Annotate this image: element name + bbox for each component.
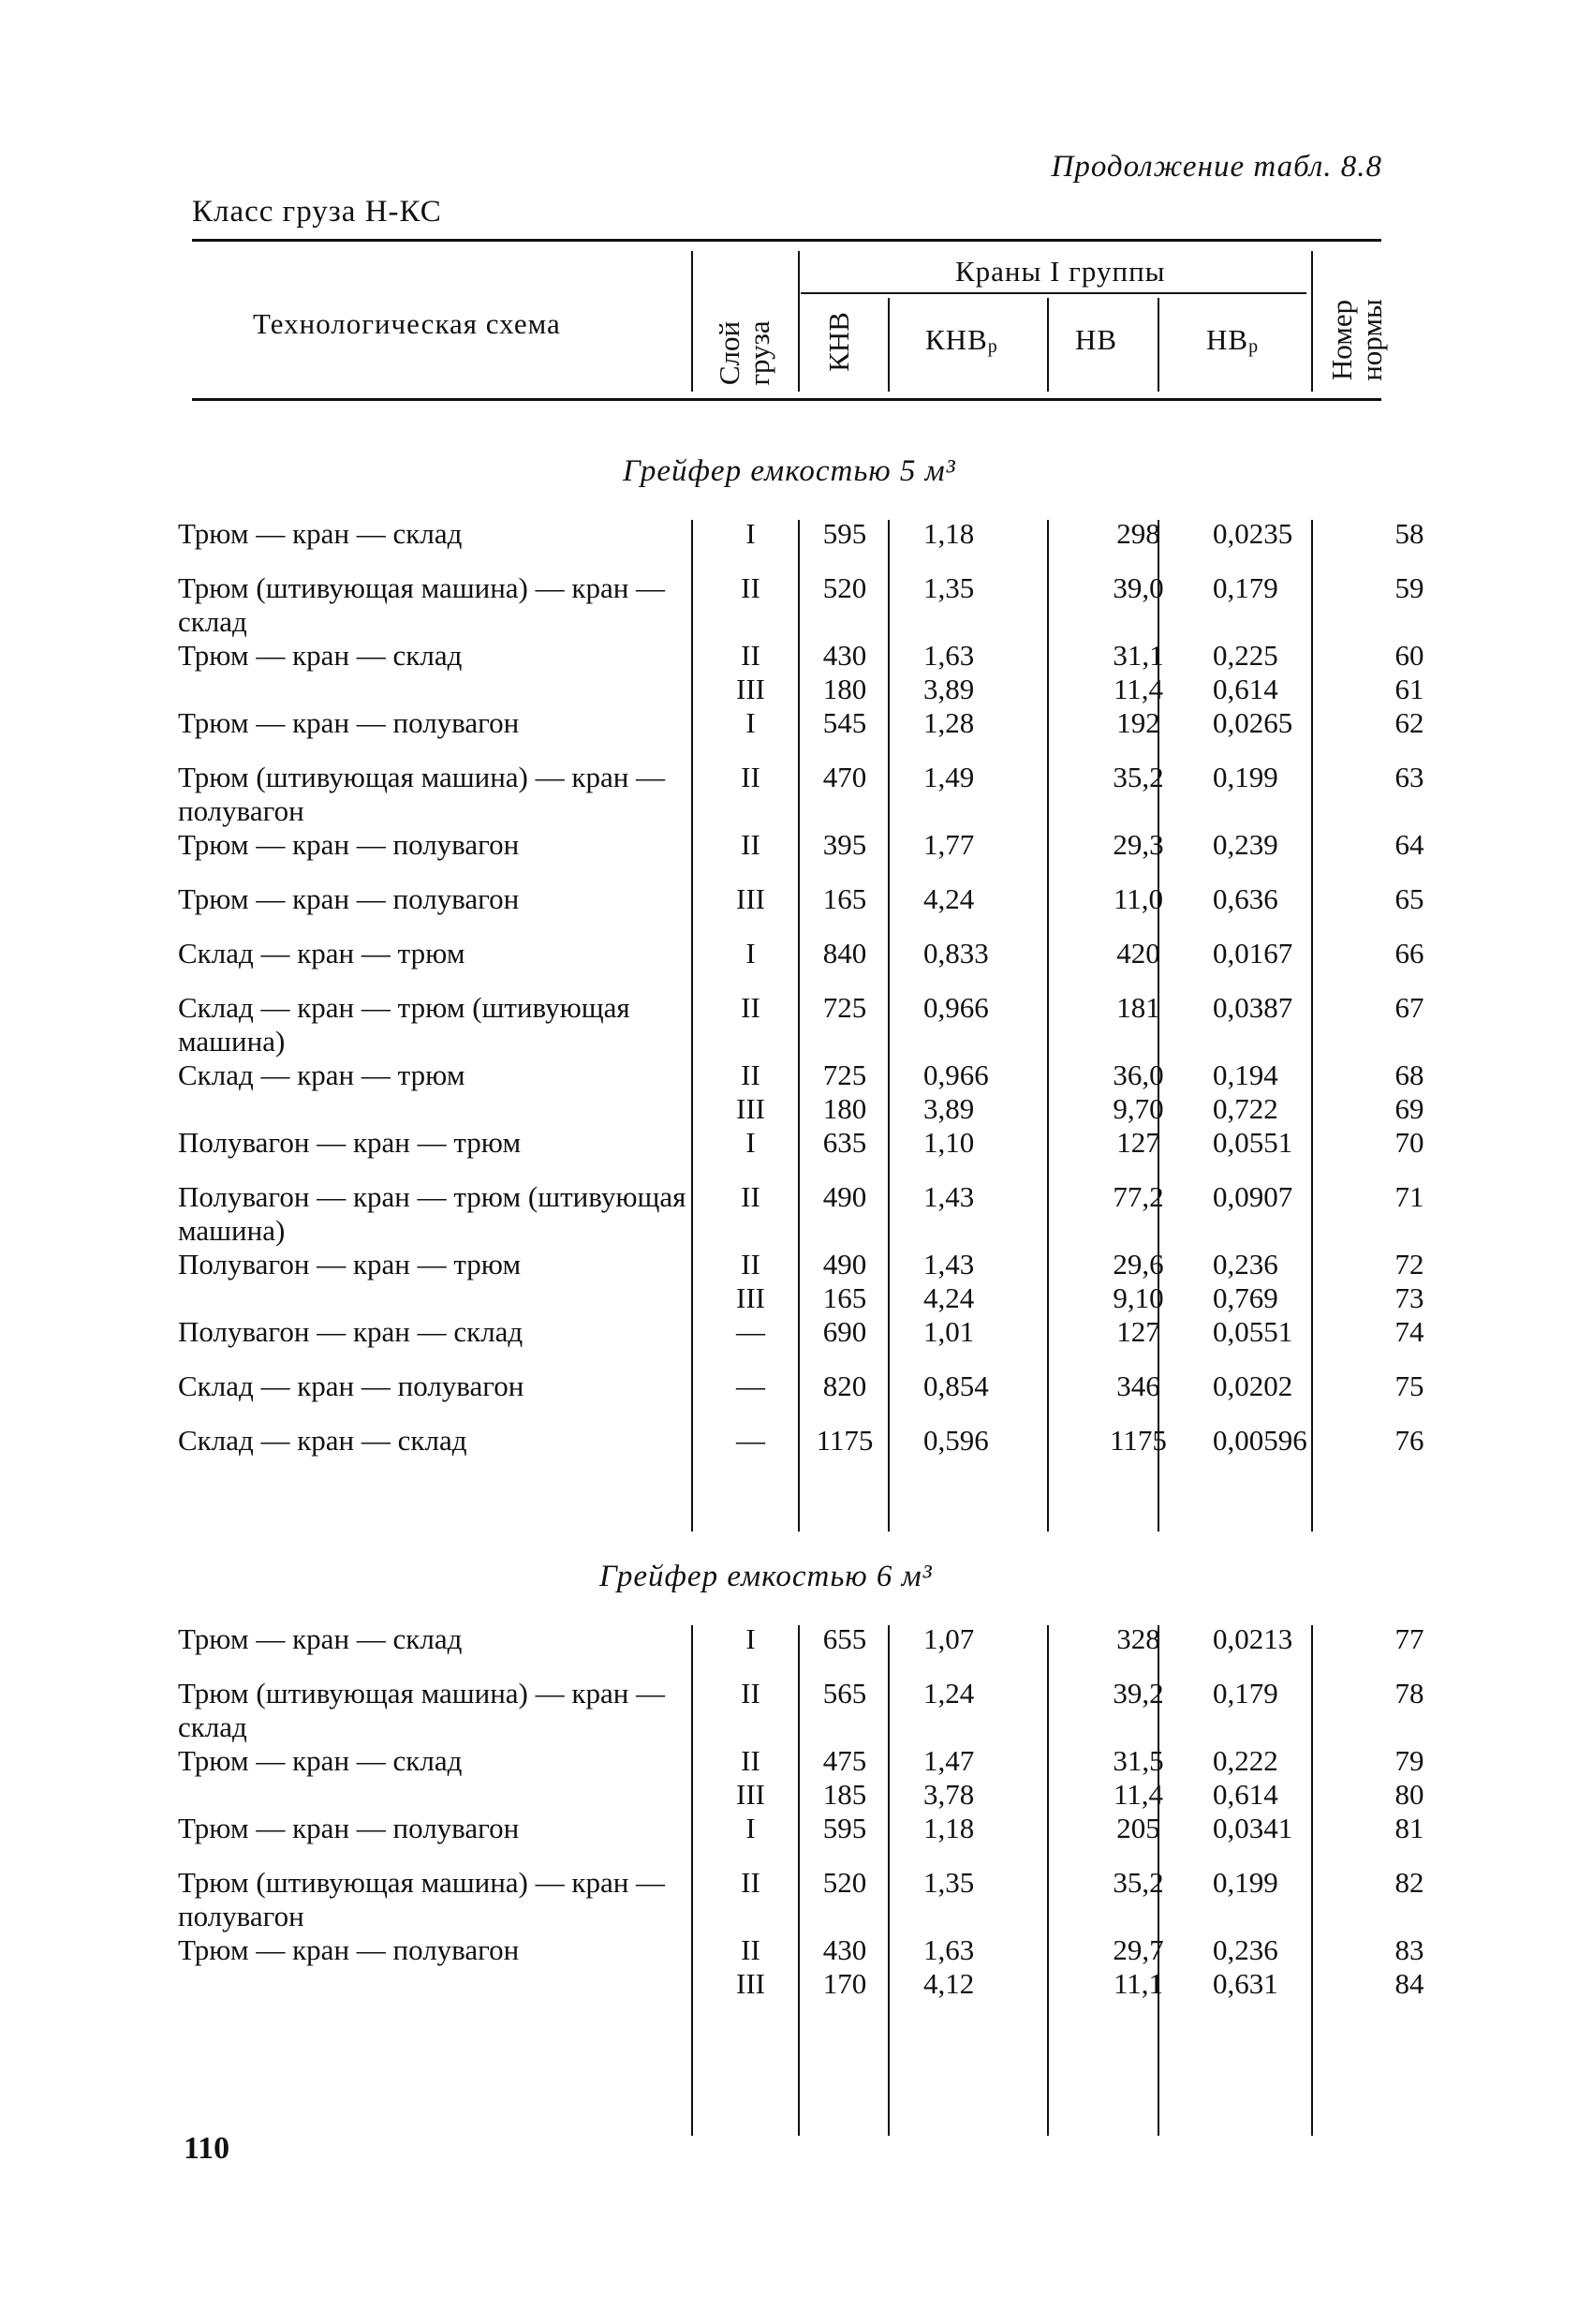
knv-cell: 430 180 <box>822 639 867 705</box>
norm-number-cell: 71 <box>1394 1180 1424 1213</box>
table-row <box>178 1744 1447 1812</box>
knv-cell: 545 <box>822 706 867 739</box>
knvp-cell: 1,35 <box>923 1866 975 1899</box>
knvp-cell: 0,854 <box>923 1369 989 1402</box>
knvp-cell: 1,24 <box>923 1677 975 1710</box>
nvp-cell: 0,0551 <box>1213 1315 1293 1348</box>
header-nv-text: НВ <box>1075 323 1118 356</box>
table-row <box>178 571 1447 639</box>
nvp-cell: 0,0265 <box>1213 706 1293 739</box>
scheme-cell: Склад — кран — трюм <box>178 937 465 970</box>
knv-cell: 475 185 <box>822 1744 867 1811</box>
knvp-cell: 1,35 <box>923 571 975 604</box>
knv-cell: 840 <box>822 937 867 970</box>
knvp-cell: 1,01 <box>923 1315 975 1348</box>
header-layer-text: Слой груза <box>713 320 775 386</box>
scheme-cell: Трюм — кран — склад <box>178 517 463 550</box>
knvp-cell: 1,49 <box>923 761 975 793</box>
scheme-cell: Трюм (штивующая машина) — кран — полувагон <box>178 761 666 827</box>
layer-cell: II <box>741 1180 760 1213</box>
scheme-cell: Трюм — кран — склад <box>178 639 463 672</box>
layer-cell: II III <box>736 639 765 705</box>
nv-cell: 205 <box>1116 1812 1160 1844</box>
header-nv <box>1075 323 1117 357</box>
knv-cell: 470 <box>822 761 867 793</box>
continuation-caption: Продолжение табл. 8.8 <box>1051 150 1382 184</box>
norm-number-cell: 77 <box>1394 1622 1424 1655</box>
norm-number-cell: 67 <box>1394 991 1424 1024</box>
knvp-cell: 1,63 4,12 <box>923 1933 975 2000</box>
nv-cell: 31,5 11,4 <box>1113 1744 1164 1811</box>
header-top-rule <box>192 239 1381 242</box>
knvp-cell: 1,77 <box>923 828 975 861</box>
section-title-6: Грейфер емкостью 6 м³ <box>599 1560 933 1593</box>
scheme-cell: Трюм (штивующая машина) — кран — полувагон <box>178 1866 666 1932</box>
scheme-cell: Полувагон — кран — склад <box>178 1315 524 1348</box>
knvp-cell: 1,28 <box>923 706 975 739</box>
scheme-cell: Трюм — кран — полувагон <box>178 706 520 739</box>
knvp-cell: 0,833 <box>923 937 989 970</box>
norm-number-cell: 75 <box>1394 1369 1424 1402</box>
knv-cell: 820 <box>822 1369 867 1402</box>
knv-cell: 395 <box>822 828 867 861</box>
nvp-cell: 0,636 <box>1213 882 1278 915</box>
knvp-cell: 1,10 <box>923 1126 975 1159</box>
knvp-cell: 0,966 <box>923 991 989 1024</box>
norm-number-cell: 64 <box>1394 828 1424 861</box>
knv-cell: 595 <box>822 517 867 550</box>
table-row <box>178 1424 1447 1478</box>
knv-cell: 1175 <box>816 1424 874 1457</box>
scheme-cell: Трюм (штивующая машина) — кран — склад <box>178 571 666 638</box>
layer-cell: II III <box>736 1744 765 1811</box>
table-row <box>178 517 1447 571</box>
layer-cell: — <box>736 1315 765 1348</box>
nvp-cell: 0,222 0,614 <box>1213 1744 1278 1811</box>
layer-cell: II <box>741 828 760 861</box>
layer-cell: II <box>741 1677 760 1710</box>
table-row <box>178 937 1447 991</box>
scheme-cell: Трюм — кран — склад <box>178 1744 463 1777</box>
scheme-cell: Трюм — кран — полувагон <box>178 882 520 915</box>
knvp-cell: 1,18 <box>923 1812 975 1844</box>
nv-cell: 31,1 11,4 <box>1113 639 1164 705</box>
nv-cell: 1175 <box>1110 1424 1167 1457</box>
table-row <box>178 1369 1447 1424</box>
header-layer <box>715 292 774 414</box>
header-knvp <box>925 323 998 358</box>
knv-cell: 725 180 <box>822 1058 867 1125</box>
norm-number-cell: 58 <box>1394 517 1424 550</box>
nv-cell: 420 <box>1116 937 1160 970</box>
header-norm-number <box>1327 284 1389 396</box>
nvp-cell: 0,199 <box>1213 1866 1278 1899</box>
norm-number-cell: 70 <box>1394 1126 1424 1159</box>
header-knvp-text: КНВр <box>925 323 998 357</box>
header-scheme: Технологическая схема <box>253 307 561 340</box>
nvp-cell: 0,0235 <box>1213 517 1293 550</box>
layer-cell: II III <box>736 1058 765 1125</box>
nv-cell: 127 <box>1116 1315 1160 1348</box>
scheme-cell: Полувагон — кран — трюм <box>178 1126 522 1159</box>
header-bottom-rule <box>192 398 1381 401</box>
layer-cell: — <box>736 1369 765 1402</box>
nv-cell: 29,3 <box>1113 828 1164 861</box>
knvp-cell: 1,18 <box>923 517 975 550</box>
norm-number-cell: 72 73 <box>1394 1248 1424 1314</box>
cranes-group-rule <box>801 292 1306 294</box>
knvp-cell: 1,07 <box>923 1622 975 1655</box>
nv-cell: 77,2 <box>1113 1180 1164 1213</box>
knv-cell: 690 <box>822 1315 867 1348</box>
header-knv-text: КНВ <box>822 312 855 372</box>
layer-cell: II III <box>736 1248 765 1314</box>
table-row <box>178 1126 1447 1180</box>
knv-cell: 595 <box>822 1812 867 1844</box>
knvp-cell: 0,596 <box>923 1424 989 1457</box>
scheme-cell: Склад — кран — трюм <box>178 1058 465 1091</box>
nvp-cell: 0,239 <box>1213 828 1278 861</box>
nv-cell: 328 <box>1116 1622 1160 1655</box>
knvp-cell: 1,43 <box>923 1180 975 1213</box>
norms-table-6m3 <box>178 1622 1447 2001</box>
knvp-cell: 1,47 3,78 <box>923 1744 975 1811</box>
knvp-cell: 1,43 4,24 <box>923 1248 975 1314</box>
header-knv <box>824 295 862 389</box>
norm-number-cell: 74 <box>1394 1315 1424 1348</box>
scheme-cell: Полувагон — кран — трюм (штивующая машина) <box>178 1180 686 1247</box>
nv-cell: 11,0 <box>1113 882 1164 915</box>
nvp-cell: 0,0551 <box>1213 1126 1293 1159</box>
table-row <box>178 991 1447 1058</box>
layer-cell: II <box>741 991 760 1024</box>
layer-cell: II III <box>736 1933 765 2000</box>
norm-number-cell: 60 61 <box>1394 639 1424 705</box>
knv-cell: 565 <box>822 1677 867 1710</box>
nvp-cell: 0,0167 <box>1213 937 1293 970</box>
nvp-cell: 0,179 <box>1213 1677 1278 1710</box>
knv-cell: 490 165 <box>822 1248 867 1314</box>
header-nvp-text: НВр <box>1206 323 1260 357</box>
knv-cell: 635 <box>822 1126 867 1159</box>
scheme-cell: Трюм — кран — склад <box>178 1622 463 1655</box>
scheme-cell: Полувагон — кран — трюм <box>178 1248 522 1280</box>
nvp-cell: 0,236 0,769 <box>1213 1248 1278 1314</box>
knvp-cell: 0,966 3,89 <box>923 1058 989 1125</box>
norm-number-cell: 82 <box>1394 1866 1424 1899</box>
table-row <box>178 1866 1447 1933</box>
scheme-cell: Трюм (штивующая машина) — кран — склад <box>178 1677 666 1743</box>
scheme-cell: Трюм — кран — полувагон <box>178 828 520 861</box>
nv-cell: 39,2 <box>1113 1677 1164 1710</box>
table-row <box>178 828 1447 882</box>
header-divider-6 <box>1311 251 1313 392</box>
norm-number-cell: 65 <box>1394 882 1424 915</box>
layer-cell: I <box>745 1812 756 1844</box>
table-row <box>178 639 1447 706</box>
subscript-r: р <box>1248 336 1260 357</box>
layer-cell: III <box>736 882 765 915</box>
norms-table-5m3 <box>178 517 1447 1478</box>
layer-cell: II <box>741 1866 760 1899</box>
table-row <box>178 1248 1447 1315</box>
table-row <box>178 1180 1447 1248</box>
knv-cell: 725 <box>822 991 867 1024</box>
table-row <box>178 1058 1447 1126</box>
nv-cell: 36,0 9,70 <box>1113 1058 1164 1125</box>
layer-cell: I <box>745 1622 756 1655</box>
nv-cell: 346 <box>1116 1369 1160 1402</box>
norm-number-cell: 62 <box>1394 706 1424 739</box>
nv-cell: 35,2 <box>1113 1866 1164 1899</box>
nvp-cell: 0,0387 <box>1213 991 1293 1024</box>
layer-cell: I <box>745 1126 756 1159</box>
table-row <box>178 761 1447 828</box>
nvp-cell: 0,0341 <box>1213 1812 1293 1844</box>
page-number: 110 <box>184 2131 230 2166</box>
norm-number-cell: 78 <box>1394 1677 1424 1710</box>
layer-cell: I <box>745 937 756 970</box>
norm-number-cell: 79 80 <box>1394 1744 1424 1811</box>
layer-cell: II <box>741 571 760 604</box>
header-norm-number-text: Номер нормы <box>1325 299 1388 381</box>
table-row <box>178 1315 1447 1369</box>
header-divider-2 <box>798 251 800 392</box>
norm-number-cell: 63 <box>1394 761 1424 793</box>
norm-number-cell: 81 <box>1394 1812 1424 1844</box>
header-nvp <box>1206 323 1259 358</box>
table-row <box>178 1622 1447 1677</box>
layer-cell: — <box>736 1424 765 1457</box>
nv-cell: 35,2 <box>1113 761 1164 793</box>
nv-cell: 29,7 11,1 <box>1113 1933 1164 2000</box>
table-row <box>178 1677 1447 1744</box>
header-cranes-group: Краны I группы <box>955 255 1166 288</box>
nvp-cell: 0,0907 <box>1213 1180 1293 1213</box>
scheme-cell: Трюм — кран — полувагон <box>178 1933 520 1966</box>
knv-cell: 520 <box>822 1866 867 1899</box>
header-divider-4 <box>1047 298 1049 392</box>
scheme-cell: Трюм — кран — полувагон <box>178 1812 520 1844</box>
scheme-cell: Склад — кран — трюм (штивующая машина) <box>178 991 630 1058</box>
knv-cell: 165 <box>822 882 867 915</box>
nv-cell: 29,6 9,10 <box>1113 1248 1164 1314</box>
nvp-cell: 0,0213 <box>1213 1622 1293 1655</box>
knv-cell: 490 <box>822 1180 867 1213</box>
subscript-r: р <box>987 336 998 357</box>
table-row <box>178 882 1447 937</box>
cargo-class-label: Класс груза Н-КС <box>192 195 442 229</box>
nvp-cell: 0,00596 <box>1213 1424 1307 1457</box>
layer-cell: I <box>745 706 756 739</box>
nvp-cell: 0,0202 <box>1213 1369 1293 1402</box>
table-row <box>178 706 1447 761</box>
nv-cell: 127 <box>1116 1126 1160 1159</box>
nv-cell: 39,0 <box>1113 571 1164 604</box>
scheme-cell: Склад — кран — склад <box>178 1424 467 1457</box>
section-title-5: Грейфер емкостью 5 м³ <box>623 454 956 488</box>
header-divider-1 <box>691 251 693 392</box>
norm-number-cell: 68 69 <box>1394 1058 1424 1125</box>
norm-number-cell: 66 <box>1394 937 1424 970</box>
header-divider-5 <box>1158 298 1159 392</box>
nvp-cell: 0,194 0,722 <box>1213 1058 1278 1125</box>
scheme-cell: Склад — кран — полувагон <box>178 1369 524 1402</box>
norm-number-cell: 59 <box>1394 571 1424 604</box>
nv-cell: 192 <box>1116 706 1160 739</box>
knv-cell: 655 <box>822 1622 867 1655</box>
nvp-cell: 0,225 0,614 <box>1213 639 1278 705</box>
knvp-cell: 4,24 <box>923 882 975 915</box>
table-row <box>178 1812 1447 1866</box>
knv-cell: 520 <box>822 571 867 604</box>
norm-number-cell: 76 <box>1394 1424 1424 1457</box>
table-row <box>178 1933 1447 2001</box>
nvp-cell: 0,199 <box>1213 761 1278 793</box>
layer-cell: II <box>741 761 760 793</box>
knv-cell: 430 170 <box>822 1933 867 2000</box>
nvp-cell: 0,236 0,631 <box>1213 1933 1278 2000</box>
layer-cell: I <box>745 517 756 550</box>
knvp-cell: 1,63 3,89 <box>923 639 975 705</box>
nvp-cell: 0,179 <box>1213 571 1278 604</box>
header-divider-3 <box>888 298 890 392</box>
nv-cell: 298 <box>1116 517 1160 550</box>
nv-cell: 181 <box>1116 991 1160 1024</box>
norm-number-cell: 83 84 <box>1394 1933 1424 2000</box>
